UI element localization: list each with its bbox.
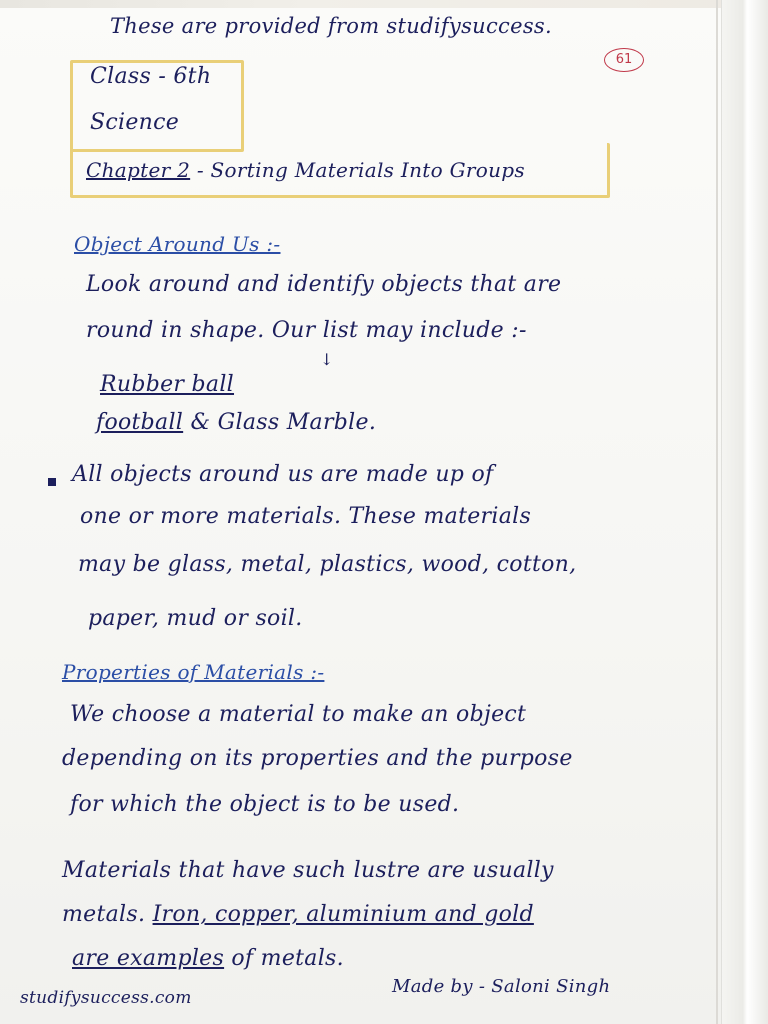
note-line: All objects around us are made up of — [72, 462, 494, 487]
note-line: one or more materials. These materials — [80, 504, 532, 529]
section-heading-objects: Object Around Us :- — [74, 232, 281, 256]
chapter-number: Chapter 2 — [86, 158, 191, 182]
footer-author: Made by - Saloni Singh — [392, 976, 611, 997]
note-text-underlined: Iron, copper, aluminium and gold — [152, 902, 534, 927]
class-label: Class - 6th — [90, 64, 212, 89]
chapter-heading: Chapter 2 - Sorting Materials Into Groups — [86, 158, 525, 182]
margin-line — [716, 0, 718, 1024]
list-item-football — [96, 410, 376, 435]
list-item-text: football — [96, 410, 184, 435]
note-text: of metals. — [231, 946, 344, 971]
section-heading-properties: Properties of Materials :- — [62, 660, 325, 684]
page-number-badge: 61 — [604, 48, 644, 72]
footer-website: studifysuccess.com — [20, 988, 192, 1008]
down-arrow-icon: ↓ — [320, 350, 334, 369]
note-line: paper, mud or soil. — [88, 606, 303, 631]
note-line: depending on its properties and the purpose — [62, 746, 573, 771]
list-item-text: & Glass Marble. — [190, 410, 377, 435]
note-line: Materials that have such lustre are usually — [62, 858, 554, 883]
top-edge — [0, 0, 768, 8]
note-line — [72, 946, 344, 971]
note-line: We choose a material to make an object — [70, 702, 527, 727]
note-line: Look around and identify objects that are — [86, 272, 562, 297]
note-text-underlined: are examples — [72, 946, 225, 971]
bullet-icon — [48, 478, 56, 486]
page-right-edge — [721, 0, 768, 1024]
subject-label: Science — [90, 110, 180, 135]
header-note: These are provided from studifysuccess. — [110, 14, 552, 38]
list-item-text: Rubber ball — [100, 372, 235, 397]
note-line: for which the object is to be used. — [70, 792, 460, 817]
note-text: metals. — [62, 902, 146, 927]
chapter-title: Sorting Materials Into Groups — [210, 158, 525, 182]
note-line: round in shape. Our list may include :- — [86, 318, 527, 343]
note-line: may be glass, metal, plastics, wood, cotton, — [78, 552, 577, 577]
list-item-rubber-ball — [100, 372, 234, 397]
note-line — [62, 902, 534, 927]
